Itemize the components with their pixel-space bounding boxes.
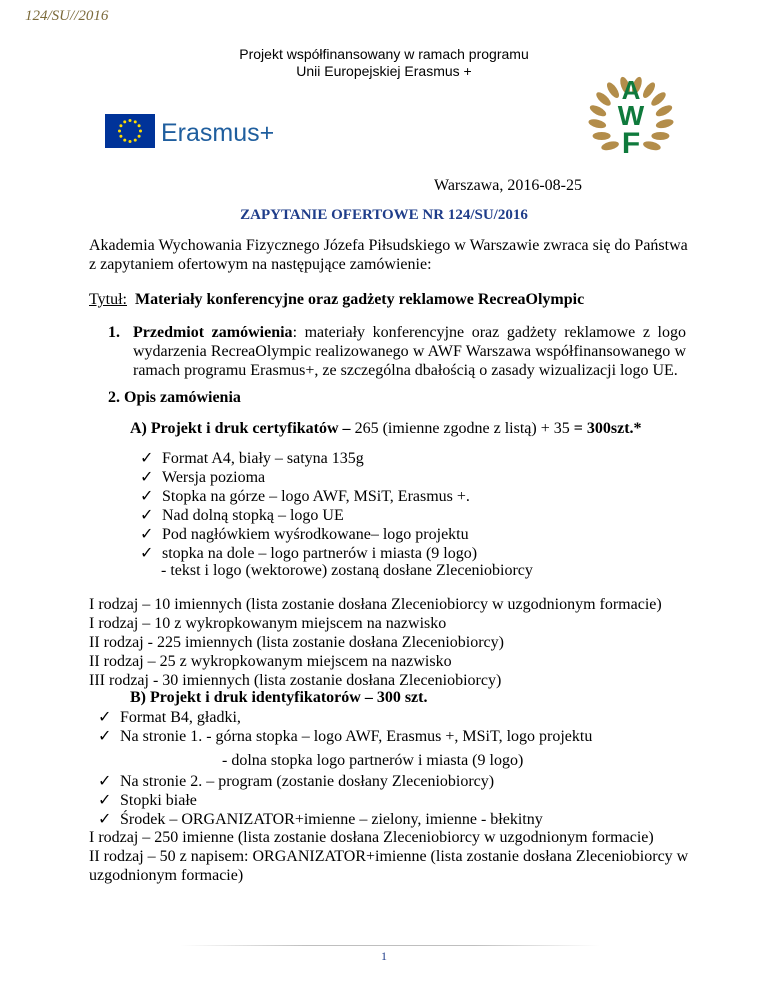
star-icon [138, 124, 141, 127]
title-label: Tytuł: [89, 291, 127, 308]
checklist-item-text: Stopki białe [120, 792, 197, 809]
subsection-b-heading: B) Projekt i druk identyfikatorów – 300 szt. [130, 689, 428, 706]
awf-letter: F [621, 127, 641, 160]
checklist-item-text: Na stronie 2. – program (zostanie dosłany Zleceniobiorcy) [120, 773, 495, 790]
checklist-item-text: Środek – ORGANIZATOR+imienne – zielony, imienne - błekitny [120, 811, 543, 828]
star-icon [129, 119, 132, 122]
type-line: II rodzaj – 25 z wykropkowanym miejscem na nazwisko [89, 653, 452, 670]
subsection-a-count: 265 (imienne zgodne z listą) + 35 [354, 420, 574, 437]
star-icon [138, 135, 141, 138]
erasmus-wordmark: Erasmus+ [161, 119, 275, 147]
checkmark-icon: ✓ [140, 507, 154, 524]
section-1-heading: Przedmiot zamówienia [133, 324, 293, 341]
star-icon [119, 124, 122, 127]
checklist-item-text: Wersja pozioma [162, 469, 266, 486]
erasmus-plus-logo [105, 112, 285, 150]
checkmark-icon: ✓ [98, 709, 112, 726]
section-2-heading: 2. Opis zamówienia [108, 389, 241, 406]
laurel-leaf-icon [593, 132, 611, 140]
subsection-a-label: A) Projekt i druk certyfikatów – [130, 420, 355, 437]
laurel-leaf-icon [600, 140, 619, 152]
footer-divider [180, 945, 600, 946]
title-value: Materiały konferencyjne oraz gadżety reklamowe RecreaOlympic [135, 291, 585, 308]
checklist-item-text: Format B4, gładki, [120, 709, 241, 726]
checkmark-icon: ✓ [140, 545, 154, 562]
type-line: III rodzaj - 30 imiennych (lista zostanie dosłana Zleceniobiorcy) [89, 672, 502, 689]
laurel-leaf-icon [588, 118, 607, 130]
type-line: I rodzaj – 10 z wykropkowanym miejscem na nazwisko [89, 615, 447, 632]
program-line-1: Projekt współfinansowany w ramach programu [239, 46, 529, 62]
section-1-number: 1. [108, 324, 120, 341]
checkmark-icon: ✓ [98, 792, 112, 809]
star-icon [123, 139, 126, 142]
checkmark-icon: ✓ [140, 488, 154, 505]
checkmark-icon: ✓ [140, 450, 154, 467]
checkmark-icon: ✓ [98, 773, 112, 790]
intro-paragraph: Akademia Wychowania Fizycznego Józefa Piłsudskiego w Warszawie zwraca się do Państwa z zapytaniem ofertowym na następujące zamówienie: [89, 237, 688, 273]
subsection-a-total: = 300szt.* [573, 420, 642, 437]
laurel-leaf-icon [654, 103, 674, 119]
star-icon [134, 139, 137, 142]
type-line: II rodzaj - 225 imiennych (lista zostanie dosłana Zleceniobiorcy) [89, 634, 504, 651]
certificate-types-list [89, 595, 662, 690]
subsection-a-heading [130, 419, 642, 438]
type-line: I rodzaj – 250 imienne (lista zostanie dosłana Zleceniobiorcy w uzgodnionym formacie) [89, 829, 654, 846]
checklist-item-text: Pod nagłówkiem wyśrodkowane– logo projektu [162, 526, 469, 543]
checklist-item-text: Stopka na górze – logo AWF, MSiT, Erasmus +. [162, 488, 470, 505]
type-line: I rodzaj – 10 imiennych (lista zostanie dosłana Zleceniobiorcy w uzgodnionym formacie) [89, 596, 662, 613]
checkmark-icon: ✓ [140, 526, 154, 543]
checklist-item-text: stopka na dole – logo partnerów i miasta (9 logo) [162, 545, 478, 562]
checkmark-icon: ✓ [98, 728, 112, 745]
checklist-item-text: Na stronie 1. - górna stopka – logo AWF, Erasmus +, MSiT, logo projektu [120, 728, 593, 745]
star-icon [134, 120, 137, 123]
identifier-types-list [89, 828, 689, 885]
star-icon [139, 130, 142, 133]
awf-logo [585, 75, 677, 163]
awf-letter: A [621, 75, 641, 105]
star-icon [129, 140, 132, 143]
laurel-leaf-icon [588, 103, 608, 119]
laurel-leaf-icon [651, 132, 669, 140]
subsection-b-note: - dolna stopka logo partnerów i miasta (9 logo) [222, 752, 524, 769]
title-line [89, 290, 584, 309]
checklist-item-text: Format A4, biały – satyna 135g [162, 450, 364, 467]
section-1 [108, 323, 686, 380]
subsection-a-note: - tekst i logo (wektorowe) zostaną dosłane Zleceniobiorcy [161, 562, 533, 579]
checklist-item-text: Nad dolną stopką – logo UE [162, 507, 344, 524]
page-number: 1 [381, 949, 387, 963]
checkmark-icon: ✓ [140, 469, 154, 486]
awf-letter: W [617, 100, 645, 131]
laurel-leaf-icon [642, 140, 661, 152]
star-icon [123, 120, 126, 123]
checkmark-icon: ✓ [98, 811, 112, 828]
laurel-leaf-icon [655, 118, 674, 130]
awf-letters [618, 75, 645, 160]
type-line: II rodzaj – 50 z napisem: ORGANIZATOR+imienne (lista zostanie dosłana Zleceniobiorcy w uzgodnionym formacie) [89, 848, 689, 884]
document-title: ZAPYTANIE OFERTOWE NR 124/SU/2016 [240, 207, 528, 223]
program-line-2: Unii Europejskiej Erasmus + [296, 63, 472, 79]
star-icon [118, 130, 121, 133]
document-code: 124/SU//2016 [25, 8, 109, 24]
section-1-text: : materiały konferencyjne oraz gadżety reklamowe z logo wydarzenia RecreaOlympic realizowanego w AWF Warszawa współfinansowanego w ramach programu Erasmus+, ze szczególna dbałością o zasady wizualizacji logo UE. [133, 324, 687, 379]
document-date: Warszawa, 2016-08-25 [434, 177, 582, 194]
star-icon [119, 135, 122, 138]
